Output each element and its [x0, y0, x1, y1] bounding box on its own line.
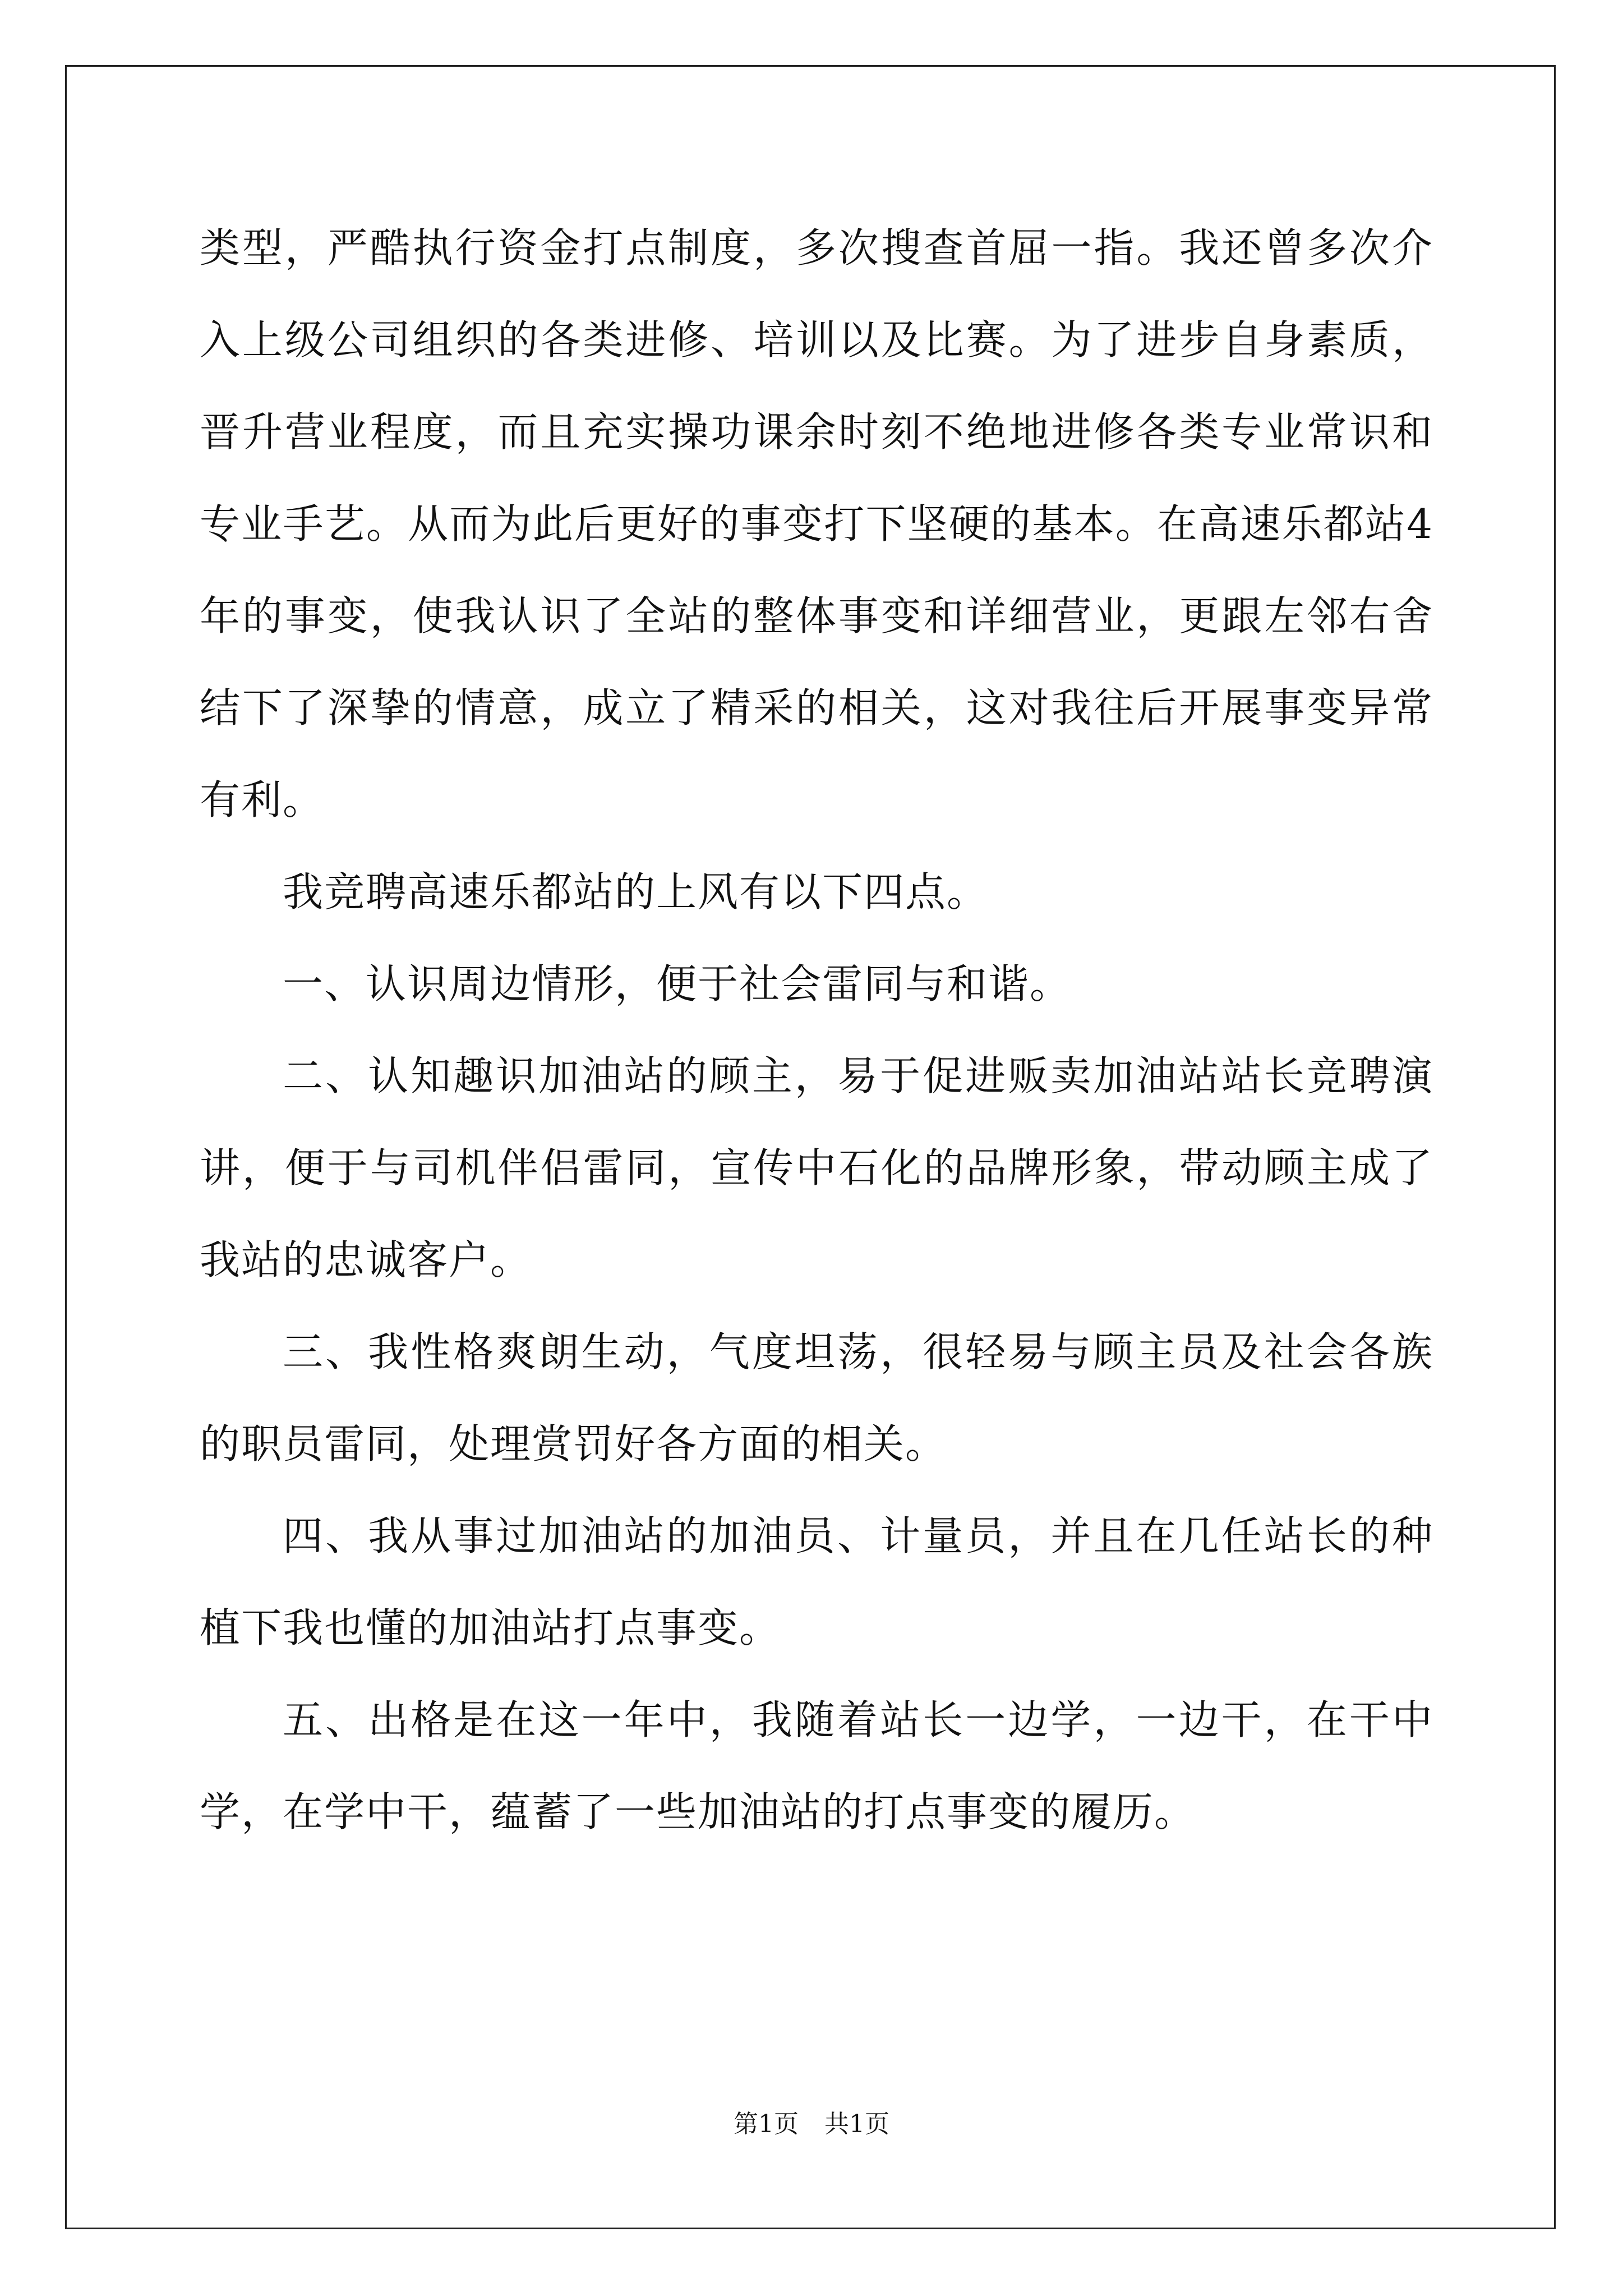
page-number-total: 共1页 [824, 2110, 889, 2138]
document-body [200, 202, 1433, 1858]
page-footer [0, 2104, 1623, 2139]
paragraph: 五、出格是在这一年中，我随着站长一边学，一边干，在干中学，在学中干，蕴蓄了一些加油站的打点事变的履历。 [200, 1696, 1433, 1835]
paragraph: 一、认识周边情形，便于社会雷同与和谐。 [283, 960, 1072, 1007]
paragraph: 我竞聘高速乐都站的上风有以下四点。 [283, 868, 989, 915]
page-number-current: 第1页 [734, 2110, 799, 2138]
paragraph: 三、我性格爽朗生动，气度坦荡，很轻易与顾主员及社会各族的职员雷同，处理赏罚好各方面的相关。 [200, 1328, 1433, 1467]
paragraph: 类型，严酷执行资金打点制度，多次搜查首屈一指。我还曾多次介入上级公司组织的各类进修、培训以及比赛。为了进步自身素质，晋升营业程度，而且充实操功课余时刻不绝地进修各类专业常识和专业手艺。从而为此后更好的事变打下坚硬的基本。在高速乐都站4年的事变，使我认识了全站的整体事变和详细营业，更跟左邻右舍结下了深挚的情意，成立了精采的相关，这对我往后开展事变异常有利。 [200, 224, 1433, 823]
paragraph: 二、认知趣识加油站的顾主，易于促进贩卖加油站站长竞聘演讲，便于与司机伴侣雷同，宣传中石化的品牌形象，带动顾主成了我站的忠诚客户。 [200, 1052, 1433, 1283]
paragraph: 四、我从事过加油站的加油员、计量员，并且在几任站长的种植下我也懂的加油站打点事变。 [200, 1512, 1433, 1651]
